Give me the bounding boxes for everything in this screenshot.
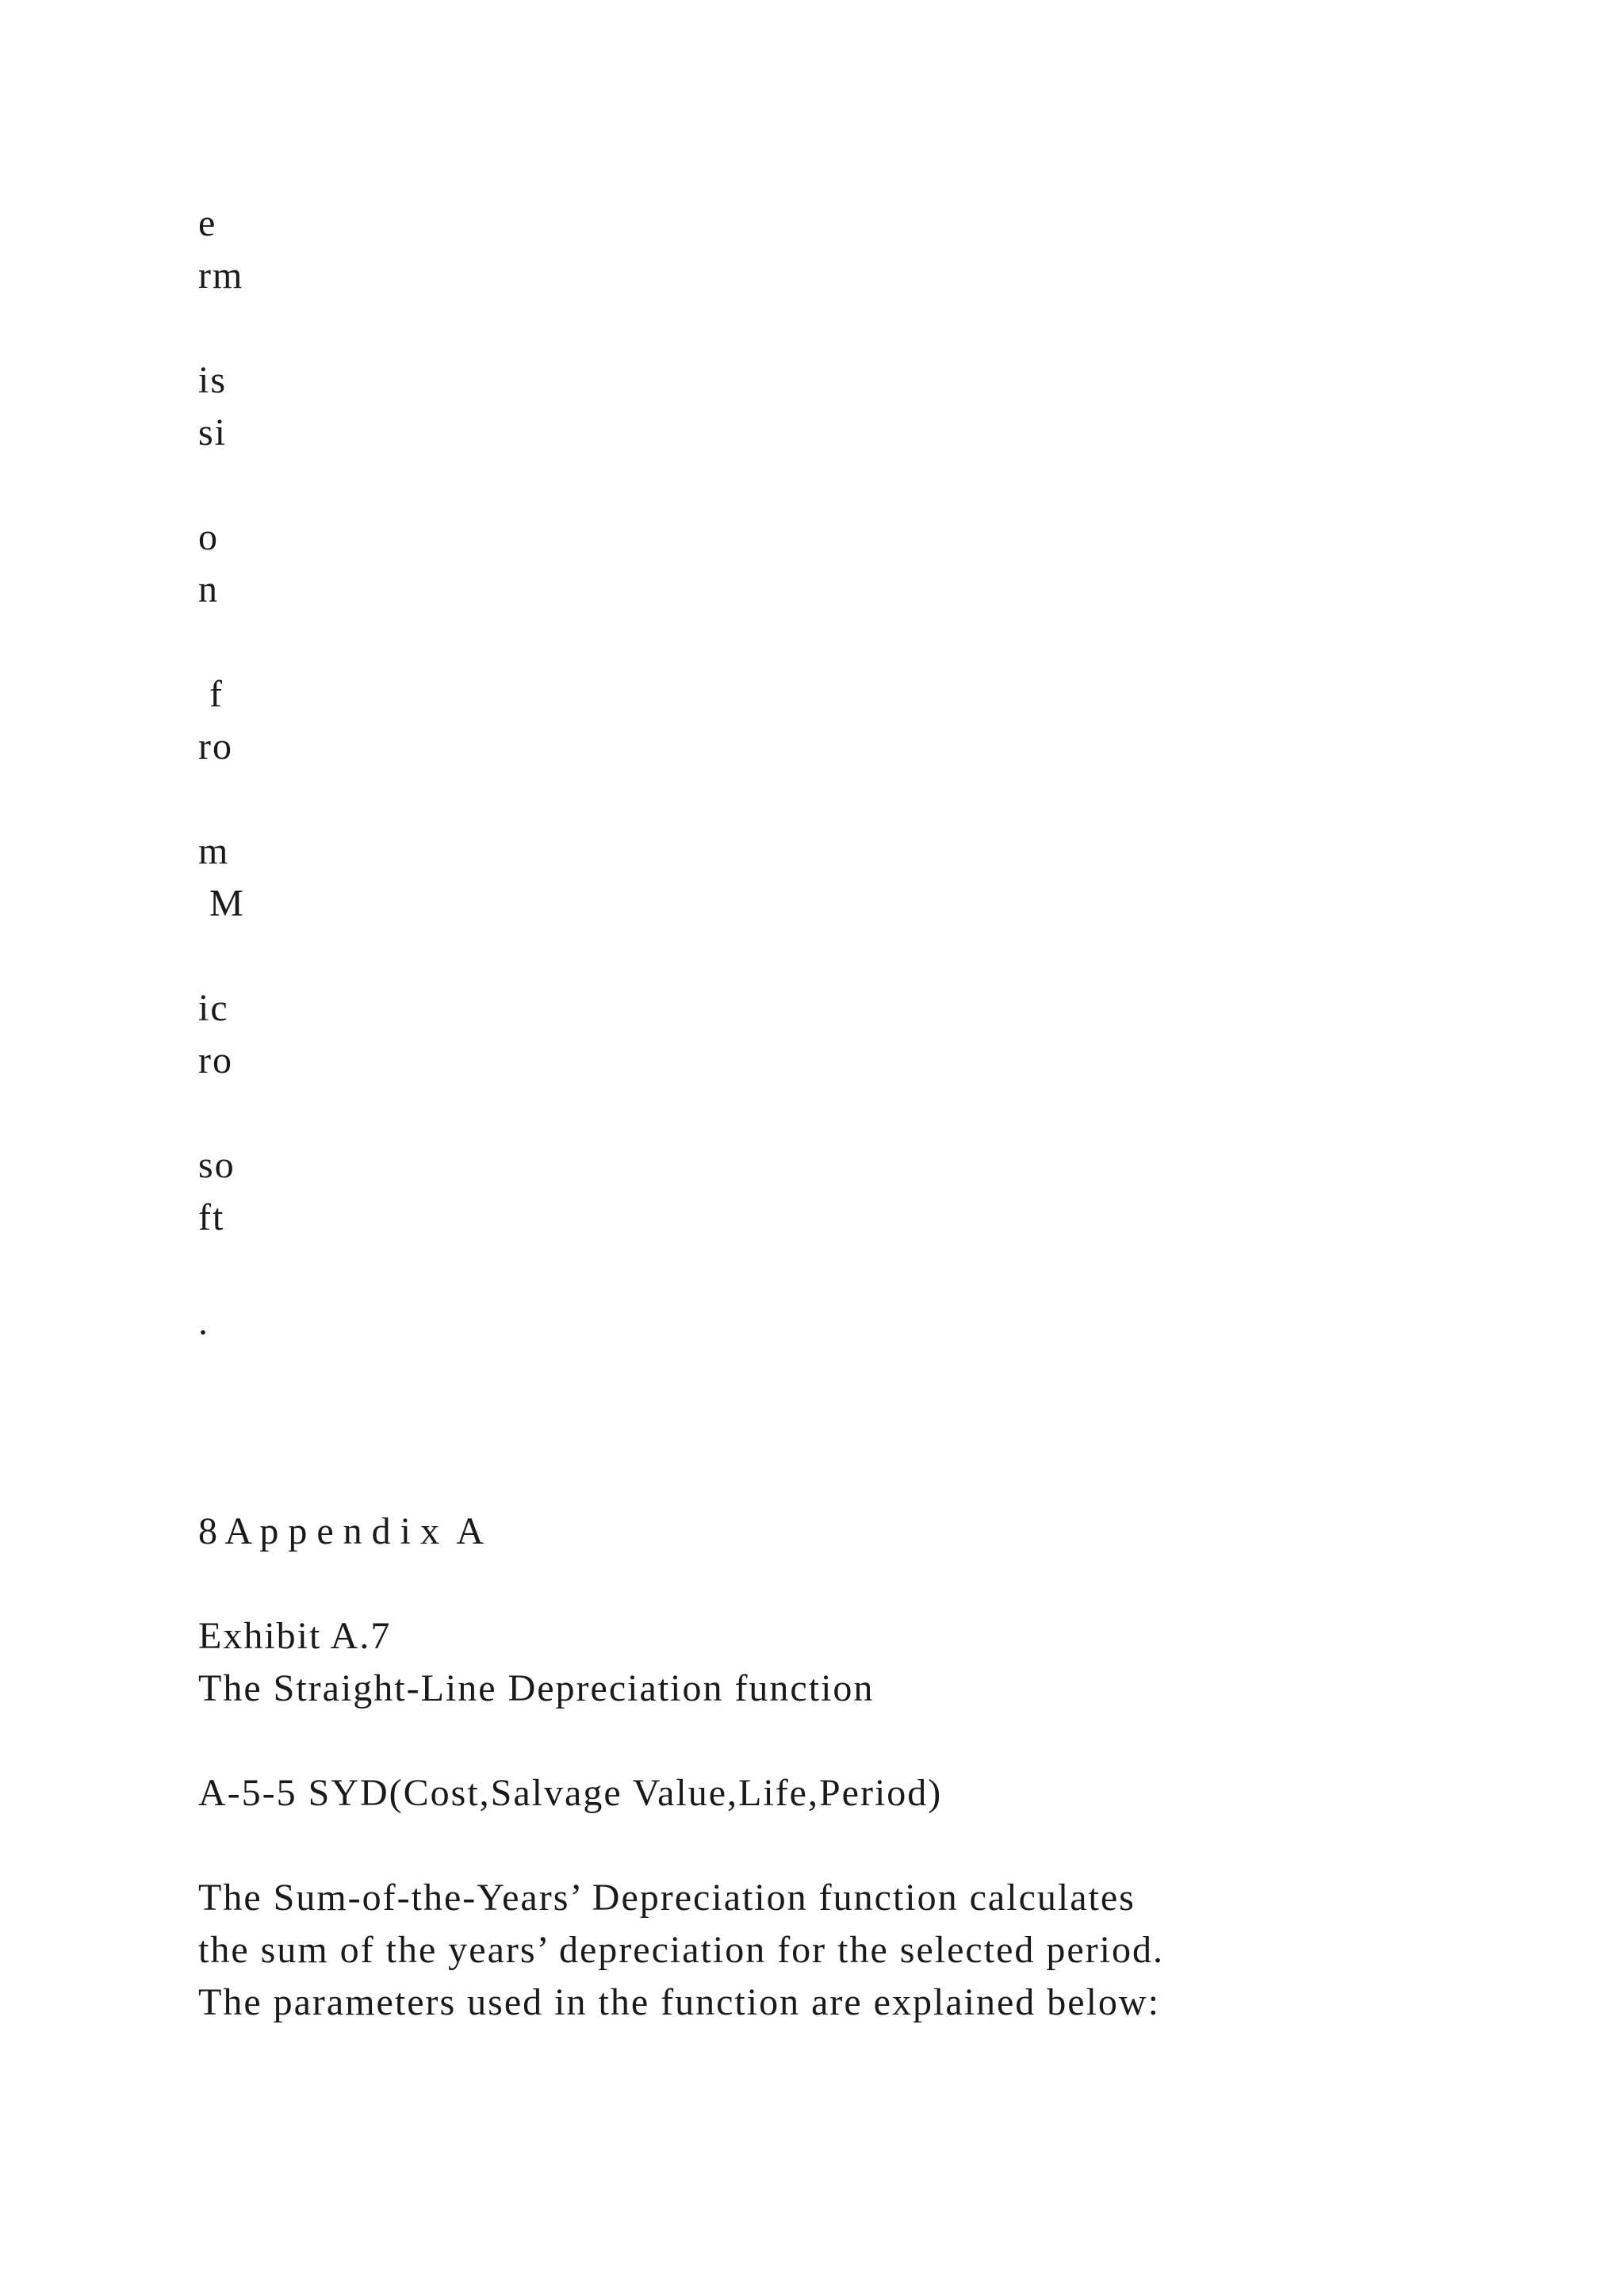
text-fragment: ro	[198, 1039, 233, 1081]
section-heading: A-5-5 SYD(Cost,Salvage Value,Life,Period)	[198, 1772, 943, 1814]
text-fragment: .	[198, 1301, 209, 1343]
text-fragment: m	[198, 830, 230, 872]
text-fragment: n	[198, 568, 219, 610]
text-fragment: is	[198, 359, 228, 401]
text-fragment: o	[198, 516, 219, 558]
text-fragment: ro	[198, 725, 233, 767]
text-fragment: ic	[198, 987, 229, 1029]
text-fragment: f	[198, 673, 224, 715]
text-fragment: so	[198, 1144, 236, 1186]
exhibit-caption: The Straight-Line Depreciation function	[198, 1667, 875, 1709]
body-line: The parameters used in the function are explained below:	[198, 1981, 1160, 2023]
text-fragment: M	[198, 882, 245, 924]
text-fragment: ft	[198, 1196, 225, 1238]
text-fragment: e	[198, 202, 217, 244]
text-fragment: si	[198, 411, 228, 453]
exhibit-label: Exhibit A.7	[198, 1615, 392, 1657]
text-fragment: rm	[198, 254, 244, 297]
body-line: the sum of the years’ depreciation for the selected period.	[198, 1929, 1164, 1971]
body-line: The Sum-of-the-Years’ Depreciation function calculates	[198, 1877, 1136, 1919]
appendix-heading: 8 A p p e n d i x A	[198, 1510, 485, 1552]
